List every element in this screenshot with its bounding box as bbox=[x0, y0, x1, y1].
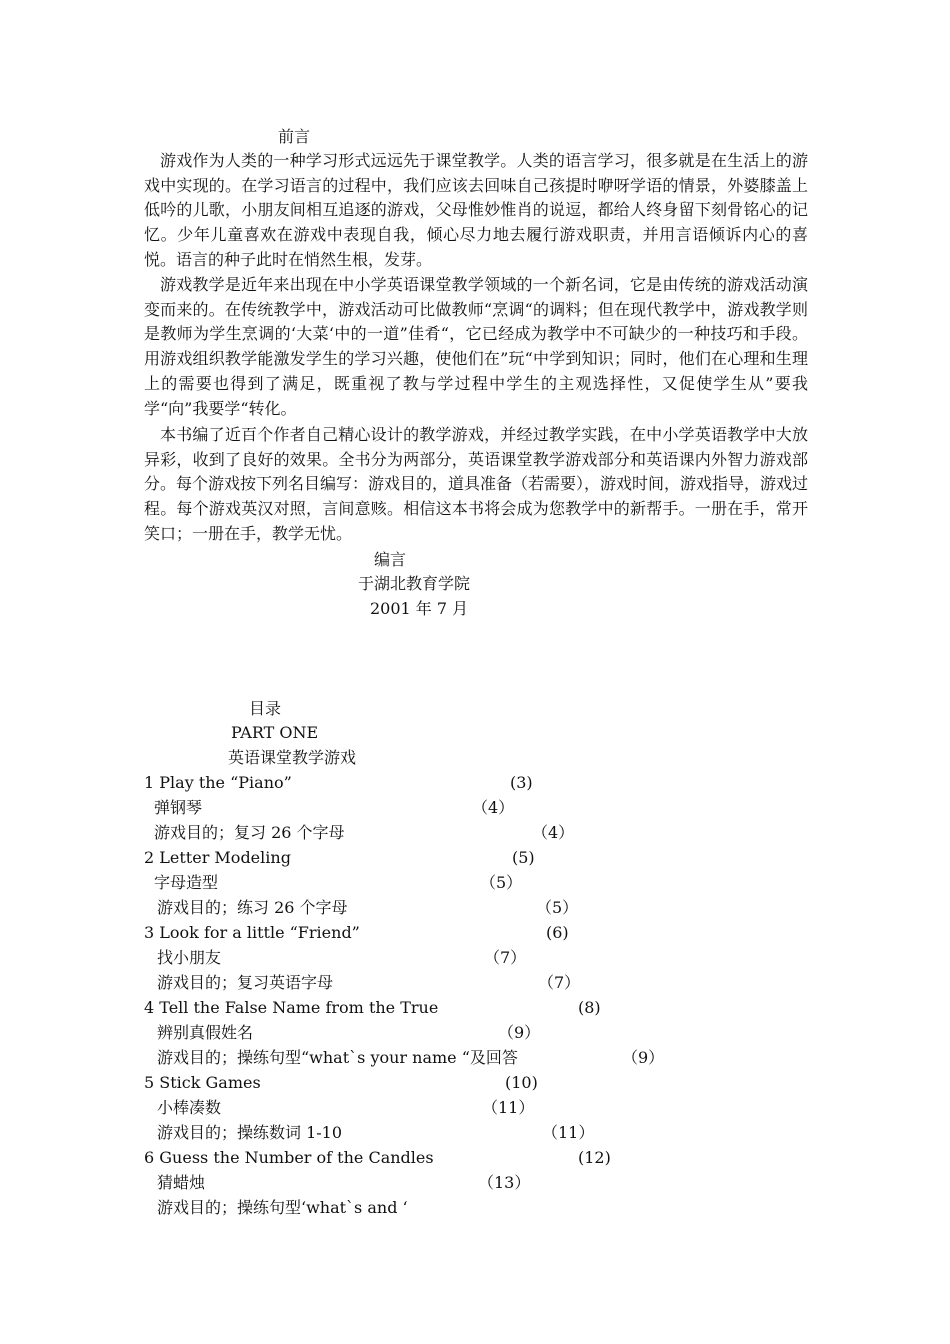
toc-entry-title: 游戏目的；操练句型‘what`s and ‘ bbox=[157, 1198, 408, 1217]
toc-entry-title: 找小朋友 bbox=[157, 948, 222, 967]
toc-entry-title: 游戏目的；复习 26 个字母 bbox=[154, 823, 345, 842]
toc-entry-page: （11） bbox=[542, 1123, 595, 1142]
toc-entry-title: 4 Tell the False Name from the True bbox=[144, 998, 439, 1017]
toc-entry[interactable] bbox=[0, 1147, 950, 1171]
toc-entry-title: 弹钢琴 bbox=[154, 798, 203, 817]
toc-entry-title: 游戏目的；操练数词 1-10 bbox=[157, 1123, 343, 1142]
toc-entry-title: 字母造型 bbox=[154, 873, 219, 892]
toc-entry-page: (10) bbox=[505, 1073, 538, 1092]
toc-entry-page: （7） bbox=[538, 973, 581, 992]
toc-entry[interactable] bbox=[0, 897, 950, 921]
toc-entry-page: (5) bbox=[512, 848, 535, 867]
toc-entry-page: （4） bbox=[472, 798, 515, 817]
toc-entry-title: 1 Play the “Piano” bbox=[144, 773, 292, 792]
toc-entry-page: （9） bbox=[498, 1023, 541, 1042]
toc-entry[interactable] bbox=[0, 872, 950, 896]
toc-entry[interactable] bbox=[0, 922, 950, 946]
toc-entry-title: 2 Letter Modeling bbox=[144, 848, 291, 867]
toc-entry-title: 小棒凑数 bbox=[157, 1098, 222, 1117]
toc-entry-title: 3 Look for a little “Friend” bbox=[144, 923, 360, 942]
preface-title: 前言 bbox=[278, 127, 311, 146]
toc-entry-page: （5） bbox=[536, 898, 579, 917]
toc-entry[interactable] bbox=[0, 1197, 950, 1221]
toc-entry[interactable] bbox=[0, 1047, 950, 1071]
toc-entry[interactable] bbox=[0, 772, 950, 796]
toc-entry-title: 游戏目的；操练句型“what`s your name “及回答 bbox=[157, 1048, 518, 1067]
toc-entry[interactable] bbox=[0, 797, 950, 821]
preface-date: 2001 年 7 月 bbox=[370, 599, 469, 618]
preface-paragraph-1: 游戏作为人类的一种学习形式远远先于课堂教学。人类的语言学习，很多就是在生活上的游戏中实现的。在学习语言的过程中，我们应该去回味自己孩提时咿呀学语的情景，外婆膝盖上低吟的儿歌，小朋友间相互追逐的游戏，父母惟妙惟肖的说逗，都给人终身留下刻骨铭心的记忆。少年儿童喜欢在游戏中表现自我，倾心尽力地去履行游戏职责，并用言语倾诉内心的喜悦。语言的种子此时在悄然生根，发芽。 bbox=[144, 151, 808, 269]
toc-part-subtitle: 英语课堂教学游戏 bbox=[228, 748, 357, 767]
preface-place: 于湖北教育学院 bbox=[358, 574, 471, 593]
toc-entry-page: （4） bbox=[532, 823, 575, 842]
toc-entry-title: 游戏目的；练习 26 个字母 bbox=[157, 898, 348, 917]
toc-entry[interactable] bbox=[0, 1022, 950, 1046]
preface-editor: 编言 bbox=[374, 550, 407, 569]
toc-entry[interactable] bbox=[0, 997, 950, 1021]
preface-paragraph-3: 本书编了近百个作者自己精心设计的教学游戏，并经过教学实践，在中小学英语教学中大放异彩，收到了良好的效果。全书分为两部分，英语课堂教学游戏部分和英语课内外智力游戏部分。每个游戏按下列名目编写：游戏目的，道具准备（若需要），游戏时间，游戏指导，游戏过程。每个游戏英汉对照，言间意赅。相信这本书将会成为您教学中的新帮手。一册在手，常开笑口；一册在手，教学无忧。 bbox=[144, 425, 809, 543]
toc-entry-page: (3) bbox=[510, 773, 533, 792]
toc-entry[interactable] bbox=[0, 822, 950, 846]
toc-entry-title: 游戏目的；复习英语字母 bbox=[157, 973, 334, 992]
preface-paragraph-2: 游戏教学是近年来出现在中小学英语课堂教学领域的一个新名词，它是由传统的游戏活动演变而来的。在传统教学中，游戏活动可比做教师“烹调“的调料；但在现代教学中，游戏教学则是教师为学生烹调的‘大菜‘中的一道”佳肴“，它已经成为教学中不可缺少的一种技巧和手段。用游戏组织教学能激发学生的学习兴趣，使他们在”玩“中学到知识；同时，他们在心理和生理上的需要也得到了满足，既重视了教与学过程中学生的主观选择性，又促使学生从”要我学“向”我要学“转化。 bbox=[144, 275, 808, 418]
toc-entry[interactable] bbox=[0, 1122, 950, 1146]
toc-entry-title: 猜蜡烛 bbox=[157, 1173, 206, 1192]
toc-entry-page: （11） bbox=[482, 1098, 535, 1117]
toc-entry-title: 5 Stick Games bbox=[144, 1073, 261, 1092]
toc-entry[interactable] bbox=[0, 972, 950, 996]
toc-entry-page: (8) bbox=[578, 998, 601, 1017]
toc-part: PART ONE bbox=[231, 723, 319, 742]
toc-entry-title: 6 Guess the Number of the Candles bbox=[144, 1148, 434, 1167]
toc-entry-page: (6) bbox=[546, 923, 569, 942]
toc-entry-page: （9） bbox=[622, 1048, 665, 1067]
toc-entry-page: （13） bbox=[478, 1173, 531, 1192]
toc-entry[interactable] bbox=[0, 847, 950, 871]
toc-entry-page: （7） bbox=[484, 948, 527, 967]
toc-entry-page: (12) bbox=[578, 1148, 611, 1167]
toc-entry[interactable] bbox=[0, 947, 950, 971]
toc-entry-title: 辨别真假姓名 bbox=[157, 1023, 254, 1042]
toc-entry[interactable] bbox=[0, 1172, 950, 1196]
toc-entry-page: （5） bbox=[480, 873, 523, 892]
toc-entry[interactable] bbox=[0, 1072, 950, 1096]
toc-entry[interactable] bbox=[0, 1097, 950, 1121]
toc-title: 目录 bbox=[249, 699, 282, 718]
